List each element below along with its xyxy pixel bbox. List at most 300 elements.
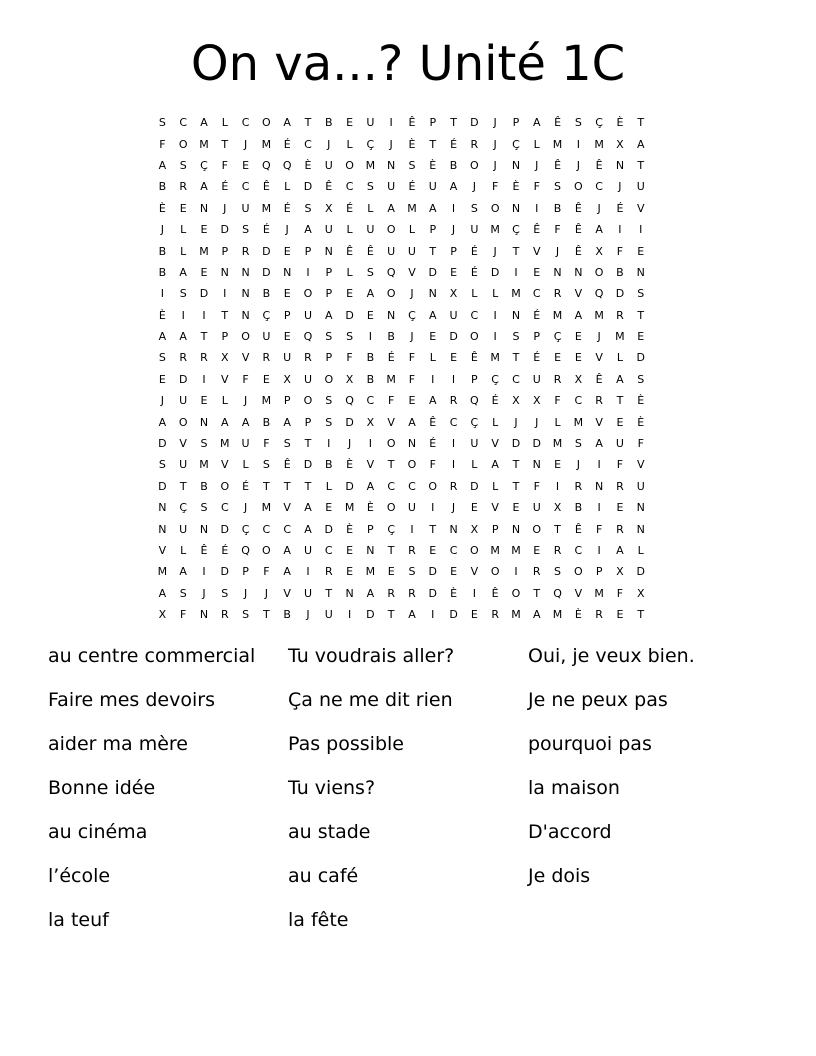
grid-letter: N: [220, 265, 229, 279]
grid-letter: A: [574, 308, 583, 322]
grid-letter: A: [616, 372, 624, 386]
grid-letter: È: [366, 501, 374, 515]
grid-letter: O: [511, 586, 521, 600]
grid-letter: M: [615, 330, 625, 344]
grid-letter: P: [221, 330, 229, 344]
grid-letter: O: [386, 287, 396, 301]
grid-letter: R: [408, 544, 416, 557]
grid-letter: I: [202, 308, 206, 322]
grid-letter: Q: [262, 158, 271, 172]
grid-letter: R: [616, 308, 624, 322]
grid-letter: F: [346, 351, 353, 365]
grid-letter: S: [637, 372, 645, 386]
grid-letter: R: [616, 522, 624, 536]
grid-letter: B: [158, 265, 167, 279]
grid-letter: Ç: [387, 522, 395, 536]
grid-letter: D: [532, 437, 541, 451]
grid-letter: È: [512, 180, 520, 194]
grid-letter: E: [470, 501, 478, 515]
grid-letter: Ê: [408, 116, 416, 130]
grid-row: [152, 133, 672, 154]
grid-letter: Ç: [408, 308, 416, 322]
grid-letter: Ç: [470, 415, 479, 429]
grid-row: [152, 240, 672, 261]
word-list-column-2: [288, 640, 528, 948]
grid-letter: E: [346, 565, 354, 579]
grid-letter: T: [512, 479, 520, 493]
grid-letter: I: [639, 223, 643, 237]
grid-letter: X: [512, 394, 520, 408]
grid-letter: I: [555, 479, 560, 493]
grid-letter: J: [535, 158, 539, 172]
grid-letter: R: [595, 608, 603, 622]
grid-letter: U: [407, 501, 416, 515]
grid-letter: A: [408, 415, 416, 429]
grid-letter: C: [324, 544, 333, 557]
grid-letter: O: [470, 158, 479, 172]
grid-letter: T: [325, 586, 333, 600]
grid-letter: J: [327, 137, 331, 151]
grid-letter: É: [221, 180, 229, 194]
grid-letter: É: [283, 137, 291, 151]
grid-letter: D: [220, 223, 230, 237]
grid-letter: V: [221, 458, 229, 472]
grid-letter: C: [366, 394, 375, 408]
grid-row: [152, 454, 672, 475]
grid-letter: Ê: [574, 522, 582, 536]
grid-letter: F: [263, 565, 270, 579]
grid-letter: X: [616, 565, 624, 579]
grid-letter: P: [367, 522, 374, 536]
grid-letter: R: [553, 287, 562, 301]
grid-letter: J: [451, 223, 456, 237]
grid-row: [152, 476, 672, 497]
grid-letter: J: [597, 330, 601, 344]
grid-letter: O: [428, 479, 438, 493]
grid-letter: O: [241, 330, 250, 344]
grid-letter: B: [449, 158, 458, 172]
grid-letter: Ç: [200, 158, 208, 172]
grid-letter: M: [365, 565, 376, 579]
grid-letter: È: [346, 522, 354, 536]
word-list-column-3: [528, 640, 768, 904]
grid-letter: P: [242, 565, 249, 579]
grid-letter: V: [470, 565, 479, 579]
grid-letter: R: [241, 244, 250, 258]
grid-letter: Q: [470, 394, 479, 408]
grid-letter: B: [283, 608, 291, 622]
grid-letter: J: [243, 394, 248, 408]
grid-letter: B: [366, 372, 375, 386]
grid-letter: N: [199, 522, 209, 536]
grid-letter: S: [158, 116, 166, 130]
grid-letter: D: [262, 265, 271, 279]
grid-letter: N: [387, 158, 396, 172]
grid-letter: A: [200, 116, 208, 130]
grid-letter: B: [553, 201, 562, 215]
grid-letter: J: [535, 415, 539, 429]
grid-letter: R: [262, 351, 271, 365]
grid-letter: F: [408, 372, 416, 386]
grid-letter: M: [552, 437, 563, 451]
grid-letter: É: [221, 544, 229, 557]
grid-letter: M: [199, 458, 209, 472]
grid-row: [152, 305, 672, 326]
grid-letter: L: [637, 544, 644, 557]
grid-letter: E: [450, 351, 458, 365]
grid-letter: A: [449, 180, 458, 194]
grid-letter: P: [512, 116, 520, 130]
grid-letter: N: [428, 287, 437, 301]
grid-letter: S: [574, 437, 582, 451]
grid-letter: I: [535, 201, 539, 215]
grid-letter: P: [221, 244, 229, 258]
grid-letter: F: [242, 372, 249, 386]
grid-letter: N: [387, 308, 396, 322]
word-item: Faire mes devoirs: [48, 689, 215, 711]
grid-letter: U: [324, 158, 333, 172]
grid-letter: É: [616, 201, 624, 215]
grid-letter: B: [387, 330, 395, 344]
grid-letter: I: [431, 501, 435, 515]
grid-row: [152, 518, 672, 539]
grid-letter: É: [262, 223, 270, 237]
grid-letter: L: [180, 223, 187, 237]
grid-letter: S: [408, 158, 416, 172]
grid-letter: P: [471, 372, 478, 386]
grid-letter: É: [408, 180, 416, 194]
grid-letter: P: [304, 244, 312, 258]
grid-letter: R: [449, 394, 458, 408]
grid-letter: I: [202, 565, 206, 579]
grid-letter: A: [158, 415, 167, 429]
grid-letter: V: [158, 544, 167, 557]
grid-letter: A: [491, 458, 499, 472]
grid-letter: R: [470, 137, 479, 151]
grid-letter: R: [200, 351, 208, 365]
grid-letter: É: [470, 265, 478, 279]
grid-letter: A: [408, 608, 416, 622]
grid-letter: N: [574, 265, 583, 279]
grid-row: [152, 433, 672, 454]
grid-letter: S: [637, 287, 645, 301]
grid-letter: T: [263, 479, 270, 493]
grid-letter: Ç: [491, 372, 499, 386]
grid-letter: F: [221, 158, 228, 172]
grid-letter: D: [303, 458, 313, 472]
grid-letter: L: [533, 137, 540, 151]
grid-letter: A: [428, 308, 437, 322]
grid-letter: C: [179, 116, 188, 130]
grid-letter: U: [532, 501, 541, 515]
grid-row: [152, 219, 672, 240]
grid-letter: U: [470, 223, 479, 237]
grid-letter: D: [220, 522, 230, 536]
grid-letter: D: [199, 287, 209, 301]
grid-letter: J: [493, 116, 497, 130]
grid-letter: O: [490, 201, 500, 215]
grid-letter: J: [576, 158, 580, 172]
grid-letter: Ç: [595, 116, 603, 130]
grid-letter: D: [490, 265, 500, 279]
grid-letter: M: [511, 287, 521, 301]
grid-letter: D: [366, 608, 375, 622]
grid-letter: L: [471, 287, 478, 301]
grid-letter: D: [345, 479, 354, 493]
grid-letter: N: [553, 265, 562, 279]
grid-row: [152, 347, 672, 368]
grid-letter: D: [345, 415, 354, 429]
grid-letter: I: [576, 137, 580, 151]
grid-letter: D: [303, 180, 313, 194]
grid-letter: D: [428, 265, 437, 279]
grid-letter: M: [199, 244, 209, 258]
grid-letter: Ê: [429, 415, 437, 429]
grid-letter: E: [554, 458, 562, 472]
grid-letter: J: [576, 458, 580, 472]
grid-letter: Ê: [574, 244, 582, 258]
grid-letter: E: [346, 544, 354, 557]
grid-letter: T: [637, 608, 645, 622]
grid-letter: N: [283, 265, 292, 279]
grid-letter: I: [451, 201, 456, 215]
grid-letter: U: [387, 180, 396, 194]
grid-letter: É: [450, 137, 458, 151]
grid-letter: U: [636, 479, 645, 493]
word-item: l’école: [48, 865, 111, 887]
grid-letter: B: [158, 180, 167, 194]
grid-letter: T: [637, 116, 645, 130]
grid-letter: J: [410, 287, 414, 301]
grid-letter: T: [616, 394, 624, 408]
word-item: Tu viens?: [288, 777, 376, 799]
grid-letter: È: [408, 137, 416, 151]
grid-letter: N: [199, 415, 209, 429]
grid-letter: É: [491, 394, 499, 408]
grid-letter: T: [429, 137, 437, 151]
grid-row: [152, 411, 672, 432]
grid-letter: L: [346, 265, 353, 279]
grid-letter: Ç: [241, 522, 250, 536]
grid-letter: C: [449, 415, 458, 429]
grid-letter: L: [492, 415, 499, 429]
grid-letter: U: [303, 372, 312, 386]
grid-letter: T: [387, 608, 395, 622]
grid-letter: B: [200, 479, 208, 493]
grid-letter: I: [306, 565, 310, 579]
grid-letter: D: [178, 372, 188, 386]
grid-letter: D: [324, 522, 334, 536]
grid-letter: B: [366, 351, 375, 365]
grid-letter: M: [261, 137, 272, 151]
grid-row: [152, 176, 672, 197]
grid-letter: J: [160, 223, 165, 237]
grid-letter: E: [283, 330, 291, 344]
grid-letter: S: [325, 415, 333, 429]
grid-letter: N: [511, 522, 521, 536]
grid-letter: J: [597, 201, 601, 215]
grid-letter: S: [158, 458, 166, 472]
grid-letter: A: [179, 330, 187, 344]
grid-letter: É: [242, 479, 250, 493]
grid-letter: U: [303, 544, 312, 557]
grid-letter: O: [324, 372, 334, 386]
grid-letter: Q: [386, 265, 396, 279]
grid-letter: O: [490, 565, 500, 579]
grid-letter: O: [178, 137, 188, 151]
grid-letter: U: [303, 586, 312, 600]
grid-letter: E: [470, 608, 478, 622]
grid-letter: B: [574, 501, 583, 515]
grid-letter: A: [595, 223, 603, 237]
word-search-grid: [152, 112, 672, 625]
grid-letter: A: [636, 137, 645, 151]
grid-letter: J: [555, 244, 560, 258]
grid-letter: D: [345, 308, 354, 322]
grid-letter: E: [158, 372, 166, 386]
grid-letter: Ê: [554, 116, 562, 130]
grid-letter: A: [428, 394, 437, 408]
grid-letter: E: [429, 330, 437, 344]
grid-letter: I: [306, 265, 310, 279]
grid-letter: E: [533, 544, 541, 557]
grid-letter: O: [532, 522, 542, 536]
grid-letter: N: [449, 522, 458, 536]
grid-letter: I: [472, 586, 476, 600]
grid-letter: N: [366, 544, 375, 557]
grid-letter: R: [595, 394, 603, 408]
grid-letter: J: [472, 180, 476, 194]
grid-letter: A: [200, 180, 208, 194]
grid-letter: M: [511, 608, 521, 622]
grid-letter: O: [303, 394, 313, 408]
grid-letter: E: [200, 265, 208, 279]
grid-letter: L: [346, 223, 353, 237]
grid-letter: S: [366, 265, 374, 279]
grid-letter: T: [200, 330, 208, 344]
grid-letter: L: [616, 351, 623, 365]
grid-letter: M: [594, 586, 604, 600]
grid-letter: V: [532, 244, 541, 258]
word-item: Tu voudrais aller?: [288, 645, 455, 667]
grid-letter: È: [158, 201, 166, 215]
grid-letter: É: [387, 351, 395, 365]
grid-letter: S: [408, 565, 416, 579]
grid-letter: Ç: [512, 137, 520, 151]
grid-letter: P: [429, 116, 437, 130]
grid-letter: A: [241, 415, 250, 429]
grid-letter: E: [429, 544, 437, 557]
grid-letter: T: [450, 116, 457, 130]
grid-letter: M: [344, 501, 355, 515]
grid-letter: E: [242, 158, 250, 172]
grid-letter: D: [428, 565, 437, 579]
word-item: Oui, je veux bien.: [528, 645, 695, 667]
grid-letter: I: [410, 522, 414, 536]
grid-letter: Ê: [200, 544, 208, 557]
grid-letter: R: [324, 565, 333, 579]
grid-letter: L: [242, 458, 249, 472]
grid-letter: L: [471, 458, 478, 472]
grid-letter: I: [514, 265, 518, 279]
grid-letter: X: [221, 351, 229, 365]
grid-letter: E: [533, 265, 541, 279]
grid-letter: A: [366, 586, 375, 600]
grid-letter: E: [450, 265, 458, 279]
grid-letter: M: [552, 608, 563, 622]
grid-letter: O: [262, 544, 271, 557]
grid-row: [152, 540, 672, 561]
grid-letter: Ê: [595, 158, 603, 172]
grid-letter: È: [637, 415, 645, 429]
grid-letter: E: [616, 608, 624, 622]
grid-letter: F: [554, 223, 561, 237]
grid-letter: M: [490, 223, 500, 237]
grid-letter: Ê: [554, 158, 562, 172]
grid-letter: Ê: [574, 201, 582, 215]
grid-letter: T: [554, 522, 561, 536]
grid-letter: R: [179, 351, 188, 365]
grid-letter: Ê: [470, 351, 478, 365]
grid-letter: R: [616, 479, 624, 493]
grid-letter: É: [533, 308, 541, 322]
grid-letter: L: [284, 180, 291, 194]
grid-letter: V: [283, 501, 291, 515]
grid-letter: M: [552, 308, 563, 322]
grid-letter: N: [324, 244, 333, 258]
grid-letter: C: [241, 116, 250, 130]
grid-letter: I: [368, 330, 372, 344]
grid-letter: U: [179, 458, 188, 472]
grid-letter: T: [533, 586, 541, 600]
grid-letter: M: [552, 137, 563, 151]
grid-letter: S: [574, 116, 582, 130]
grid-letter: N: [199, 201, 209, 215]
grid-letter: F: [388, 394, 395, 408]
grid-letter: I: [493, 308, 497, 322]
grid-letter: J: [243, 586, 248, 600]
grid-letter: J: [223, 201, 227, 215]
grid-letter: F: [159, 137, 166, 151]
grid-letter: S: [304, 201, 312, 215]
grid-letter: X: [595, 244, 603, 258]
grid-letter: E: [200, 394, 208, 408]
grid-letter: O: [574, 180, 583, 194]
grid-letter: I: [327, 437, 331, 451]
grid-letter: A: [304, 223, 312, 237]
grid-letter: P: [283, 394, 291, 408]
grid-letter: N: [241, 287, 250, 301]
grid-letter: A: [532, 608, 541, 622]
grid-letter: M: [199, 137, 209, 151]
grid-letter: E: [637, 244, 645, 258]
grid-letter: S: [325, 330, 333, 344]
grid-letter: R: [491, 608, 499, 622]
word-item: au centre commercial: [48, 645, 256, 667]
grid-letter: E: [366, 308, 374, 322]
grid-letter: S: [512, 330, 520, 344]
grid-letter: N: [636, 501, 645, 515]
grid-letter: A: [221, 415, 229, 429]
grid-letter: A: [179, 565, 187, 579]
grid-letter: C: [512, 372, 520, 386]
grid-letter: J: [493, 244, 497, 258]
grid-letter: Q: [553, 586, 562, 600]
grid-letter: Ç: [366, 137, 375, 151]
grid-letter: L: [221, 116, 228, 130]
grid-letter: V: [408, 265, 416, 279]
grid-letter: L: [180, 244, 187, 258]
